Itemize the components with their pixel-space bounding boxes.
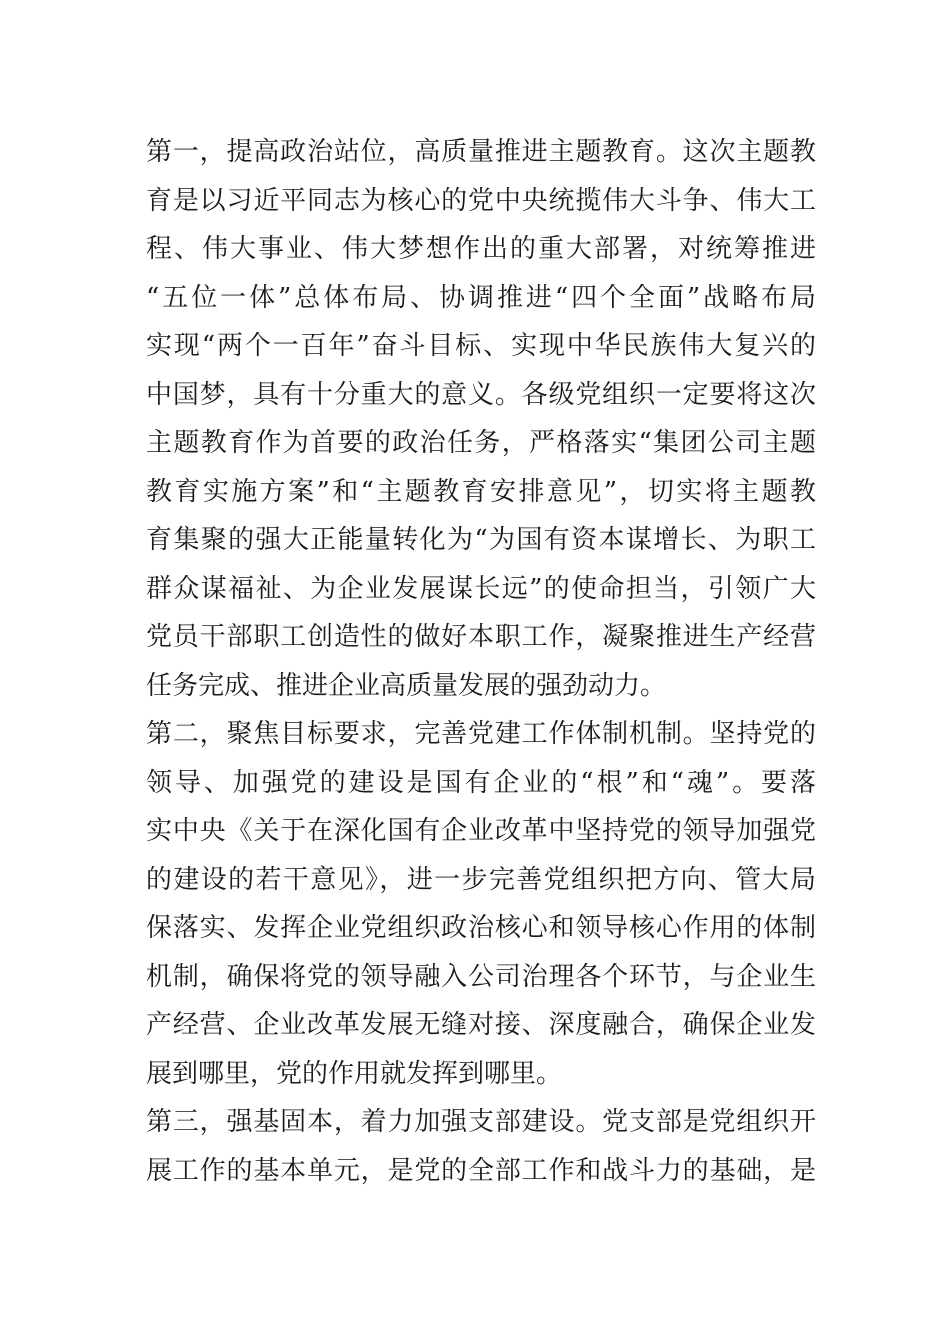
paragraph <box>146 1098 816 1195</box>
text-line: 主题教育作为首要的政治任务，严格落实“集团公司主题 <box>146 428 816 458</box>
paragraph <box>146 128 816 710</box>
text-line: 产经营、企业改革发展无缝对接、深度融合，确保企业发 <box>146 1010 816 1040</box>
text-line: 展到哪里，党的作用就发挥到哪里。 <box>146 1058 563 1089</box>
text-line: 展工作的基本单元，是党的全部工作和战斗力的基础，是 <box>146 1155 816 1186</box>
text-line: 群众谋福祉、为企业发展谋长远”的使命担当，引领广大 <box>146 573 816 604</box>
text-line: 党员干部职工创造性的做好本职工作，凝聚推进生产经营 <box>146 622 816 652</box>
text-line: 教育实施方案”和“主题教育安排意见”，切实将主题教 <box>146 476 816 507</box>
text-line: 育集聚的强大正能量转化为“为国有资本谋增长、为职工 <box>146 525 816 555</box>
text-line: 保落实、发挥企业党组织政治核心和领导核心作用的体制 <box>146 913 816 943</box>
text-line: 程、伟大事业、伟大梦想作出的重大部署，对统筹推进 <box>146 234 816 264</box>
text-line: 任务完成、推进企业高质量发展的强劲动力。 <box>146 670 667 701</box>
text-line: 第二，聚焦目标要求，完善党建工作体制机制。坚持党的 <box>146 719 816 749</box>
text-line: 的建设的若干意见》，进一步完善党组织把方向、管大局 <box>146 864 816 895</box>
text-line: 第三，强基固本，着力加强支部建设。党支部是党组织开 <box>146 1107 816 1137</box>
text-line: 育是以习近平同志为核心的党中央统揽伟大斗争、伟大工 <box>146 185 816 216</box>
paragraph <box>146 710 816 1098</box>
text-line: 第一，提高政治站位，高质量推进主题教育。这次主题教 <box>146 137 816 167</box>
text-line: 实现“两个一百年”奋斗目标、实现中华民族伟大复兴的 <box>146 331 816 361</box>
text-line: 机制，确保将党的领导融入公司治理各个环节，与企业生 <box>146 961 816 992</box>
document-body <box>146 128 816 1195</box>
text-line: 领导、加强党的建设是国有企业的“根”和“魂”。要落 <box>146 767 816 798</box>
text-line: 实中央《关于在深化国有企业改革中坚持党的领导加强党 <box>146 816 816 846</box>
text-line: 中国梦，具有十分重大的意义。各级党组织一定要将这次 <box>146 379 816 410</box>
text-line: “五位一体”总体布局、协调推进“四个全面”战略布局 <box>146 282 816 313</box>
